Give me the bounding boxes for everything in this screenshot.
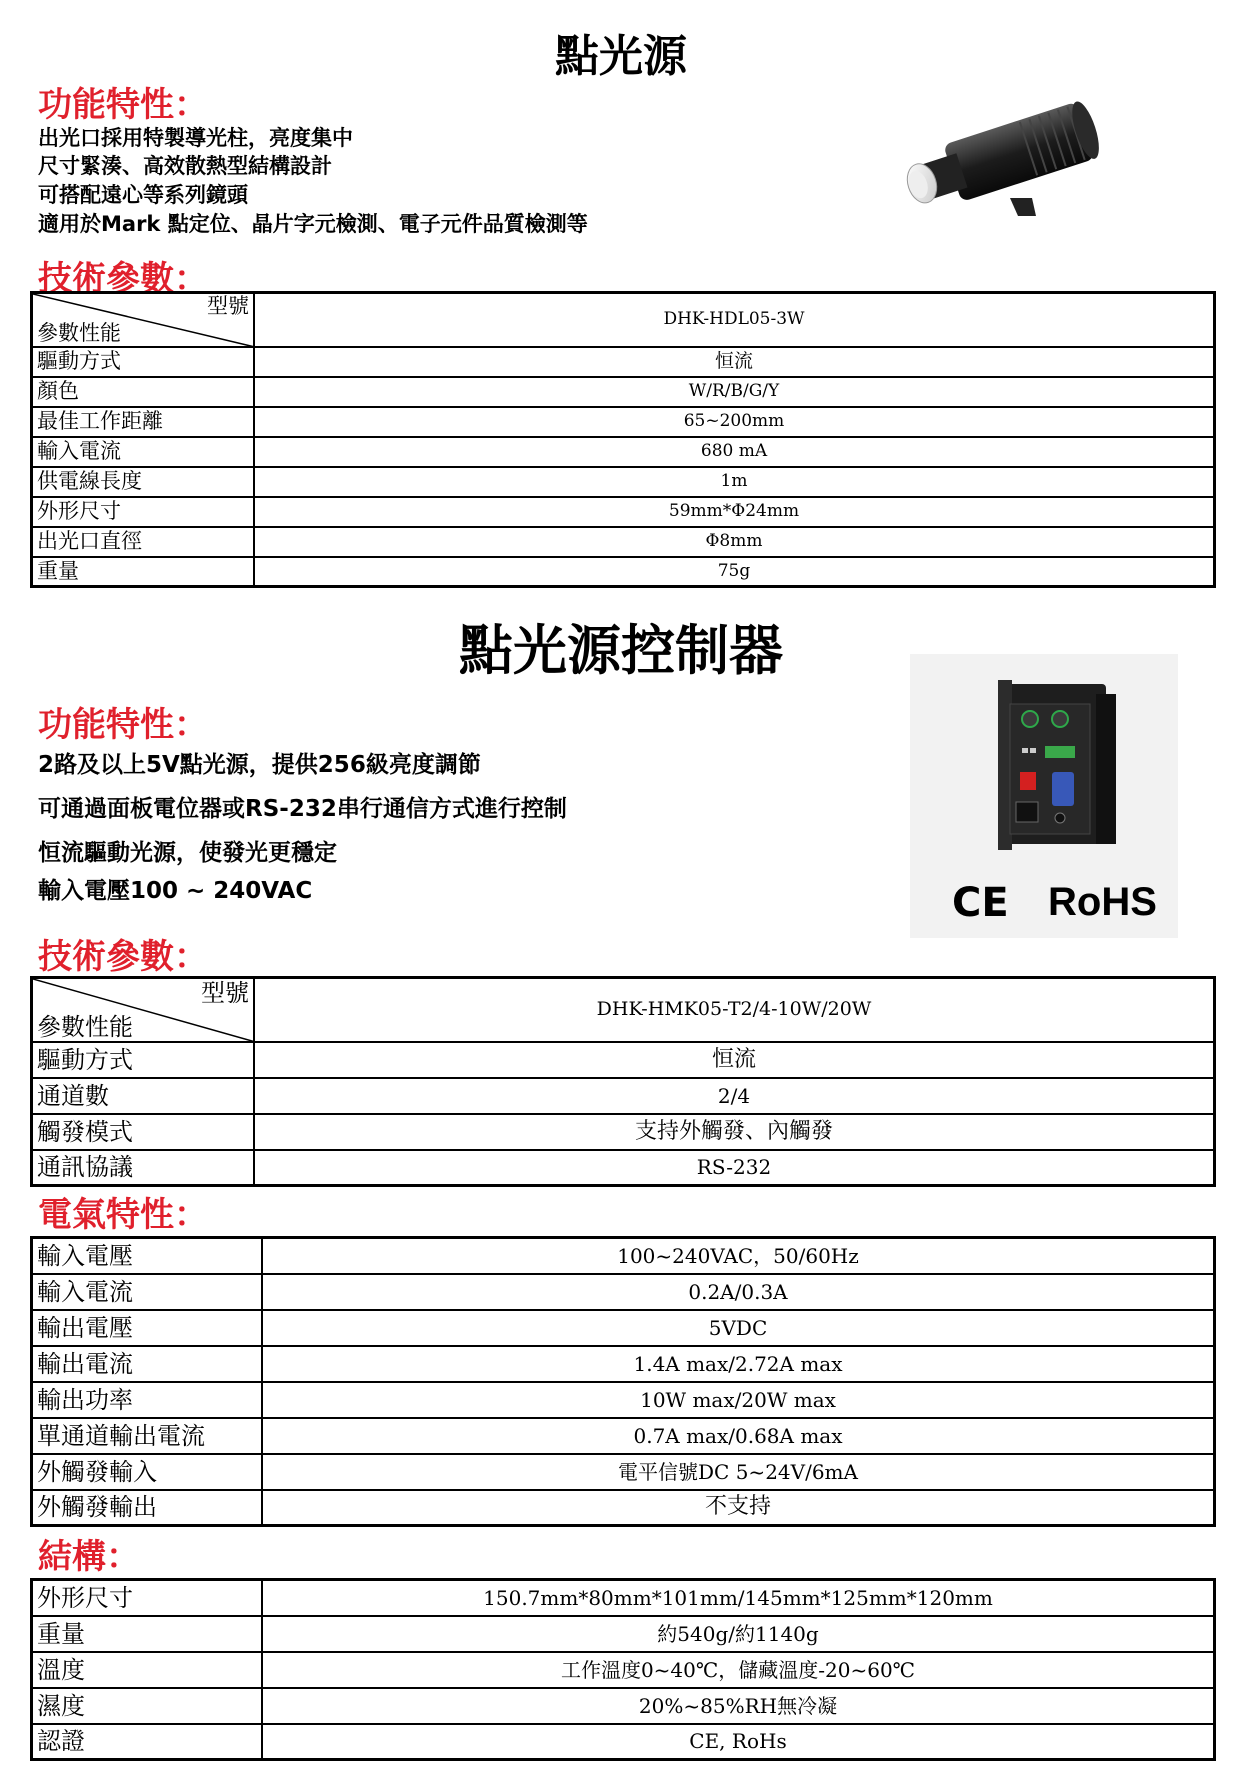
feature-1-4: 適用於Mark 點定位、晶片字元檢測、電子元件品質檢測等 [38, 212, 588, 236]
electrical-table [30, 1236, 1216, 1527]
header-param-label: 參數性能 [37, 1012, 133, 1041]
table-row-key: 通道數 [32, 1078, 255, 1114]
table-header-diagonal [32, 978, 255, 1042]
table-row-value: 680 mA [254, 437, 1215, 467]
table-row-key: 出光口直徑 [32, 527, 255, 557]
feature-2-3: 恒流驅動光源，使發光更穩定 [38, 840, 337, 866]
ce-mark: CE [952, 880, 1009, 926]
structure-heading: 結構： [38, 1537, 140, 1577]
page-title-controller: 點光源控制器 [459, 619, 783, 682]
controller-device-illustration [910, 654, 1178, 874]
table-row-value: 0.7A max/0.68A max [262, 1418, 1215, 1454]
table-row-key: 輸出功率 [32, 1382, 263, 1418]
table-row-value: 恒流 [254, 1042, 1215, 1078]
structure-table [30, 1578, 1216, 1761]
features-heading-1: 功能特性： [38, 85, 208, 125]
table-row-key: 外形尺寸 [32, 1580, 263, 1616]
table-row-value: 0.2A/0.3A [262, 1274, 1215, 1310]
feature-2-2: 可通過面板電位器或RS-232串行通信方式進行控制 [38, 796, 567, 822]
table-row-value: 65~200mm [254, 407, 1215, 437]
table-row-key: 驅動方式 [32, 347, 255, 377]
table-row-key: 外觸發輸出 [32, 1490, 263, 1526]
table-row-value: 工作溫度0~40℃，儲藏溫度-20~60℃ [262, 1652, 1215, 1688]
feature-1-3: 可搭配遠心等系列鏡頭 [38, 183, 248, 207]
table-row-key: 輸入電流 [32, 1274, 263, 1310]
table-row-value: 1.4A max/2.72A max [262, 1346, 1215, 1382]
table-row-value: 5VDC [262, 1310, 1215, 1346]
table-row-value: RS-232 [254, 1150, 1215, 1186]
point-light-product-image [880, 88, 1120, 228]
table-row-value: CE, RoHs [262, 1724, 1215, 1760]
page-title-point-light: 點光源 [555, 31, 687, 82]
features-heading-2: 功能特性： [38, 705, 208, 745]
table-row-key: 重量 [32, 557, 255, 587]
table-header-diagonal [32, 293, 255, 347]
table-row-value: 100~240VAC，50/60Hz [262, 1238, 1215, 1274]
table-row-value: 75g [254, 557, 1215, 587]
table-row-key: 溫度 [32, 1652, 263, 1688]
table-row-key: 重量 [32, 1616, 263, 1652]
table-row-key: 觸發模式 [32, 1114, 255, 1150]
feature-2-4: 輸入電壓100 ~ 240VAC [38, 878, 313, 904]
table-row-value: 20%~85%RH無冷凝 [262, 1688, 1215, 1724]
table-row-value: 恒流 [254, 347, 1215, 377]
table-row-value: 電平信號DC 5~24V/6mA [262, 1454, 1215, 1490]
table-row-value: 59mm*Φ24mm [254, 497, 1215, 527]
table-row-key: 輸入電流 [32, 437, 255, 467]
table-row-key: 驅動方式 [32, 1042, 255, 1078]
model-value: DHK-HDL05-3W [254, 293, 1215, 347]
table-row-key: 最佳工作距離 [32, 407, 255, 437]
spec-table-2 [30, 976, 1216, 1187]
header-param-label: 參數性能 [37, 320, 121, 345]
table-row-value: W/R/B/G/Y [254, 377, 1215, 407]
table-row-value: 支持外觸發、內觸發 [254, 1114, 1215, 1150]
model-value: DHK-HMK05-T2/4-10W/20W [254, 978, 1215, 1042]
table-row-value: 150.7mm*80mm*101mm/145mm*125mm*120mm [262, 1580, 1215, 1616]
table-row-key: 顏色 [32, 377, 255, 407]
table-row-value: 不支持 [262, 1490, 1215, 1526]
table-row-value: Φ8mm [254, 527, 1215, 557]
rohs-badge: RoHS [1048, 880, 1157, 924]
table-row-key: 通訊協議 [32, 1150, 255, 1186]
header-model-label: 型號 [207, 294, 249, 318]
table-row-value: 1m [254, 467, 1215, 497]
table-row-value: 約540g/約1140g [262, 1616, 1215, 1652]
table-row-key: 外形尺寸 [32, 497, 255, 527]
params-heading-1: 技術參數： [38, 259, 208, 299]
table-row-key: 濕度 [32, 1688, 263, 1724]
table-row-key: 輸入電壓 [32, 1238, 263, 1274]
table-row-key: 單通道輸出電流 [32, 1418, 263, 1454]
table-row-key: 供電線長度 [32, 467, 255, 497]
table-row-key: 輸出電流 [32, 1346, 263, 1382]
feature-2-1: 2路及以上5V點光源，提供256級亮度調節 [38, 752, 481, 778]
params-heading-2: 技術參數： [38, 937, 208, 977]
feature-1-2: 尺寸緊湊、高效散熱型結構設計 [38, 154, 332, 178]
table-row-value: 10W max/20W max [262, 1382, 1215, 1418]
header-model-label: 型號 [201, 979, 249, 1007]
table-row-key: 輸出電壓 [32, 1310, 263, 1346]
feature-1-1: 出光口採用特製導光柱，亮度集中 [38, 126, 353, 150]
table-row-key: 外觸發輸入 [32, 1454, 263, 1490]
table-row-key: 認證 [32, 1724, 263, 1760]
table-row-value: 2/4 [254, 1078, 1215, 1114]
spec-table-1 [30, 291, 1216, 588]
controller-product-image [910, 654, 1178, 938]
electrical-heading: 電氣特性： [38, 1195, 208, 1235]
